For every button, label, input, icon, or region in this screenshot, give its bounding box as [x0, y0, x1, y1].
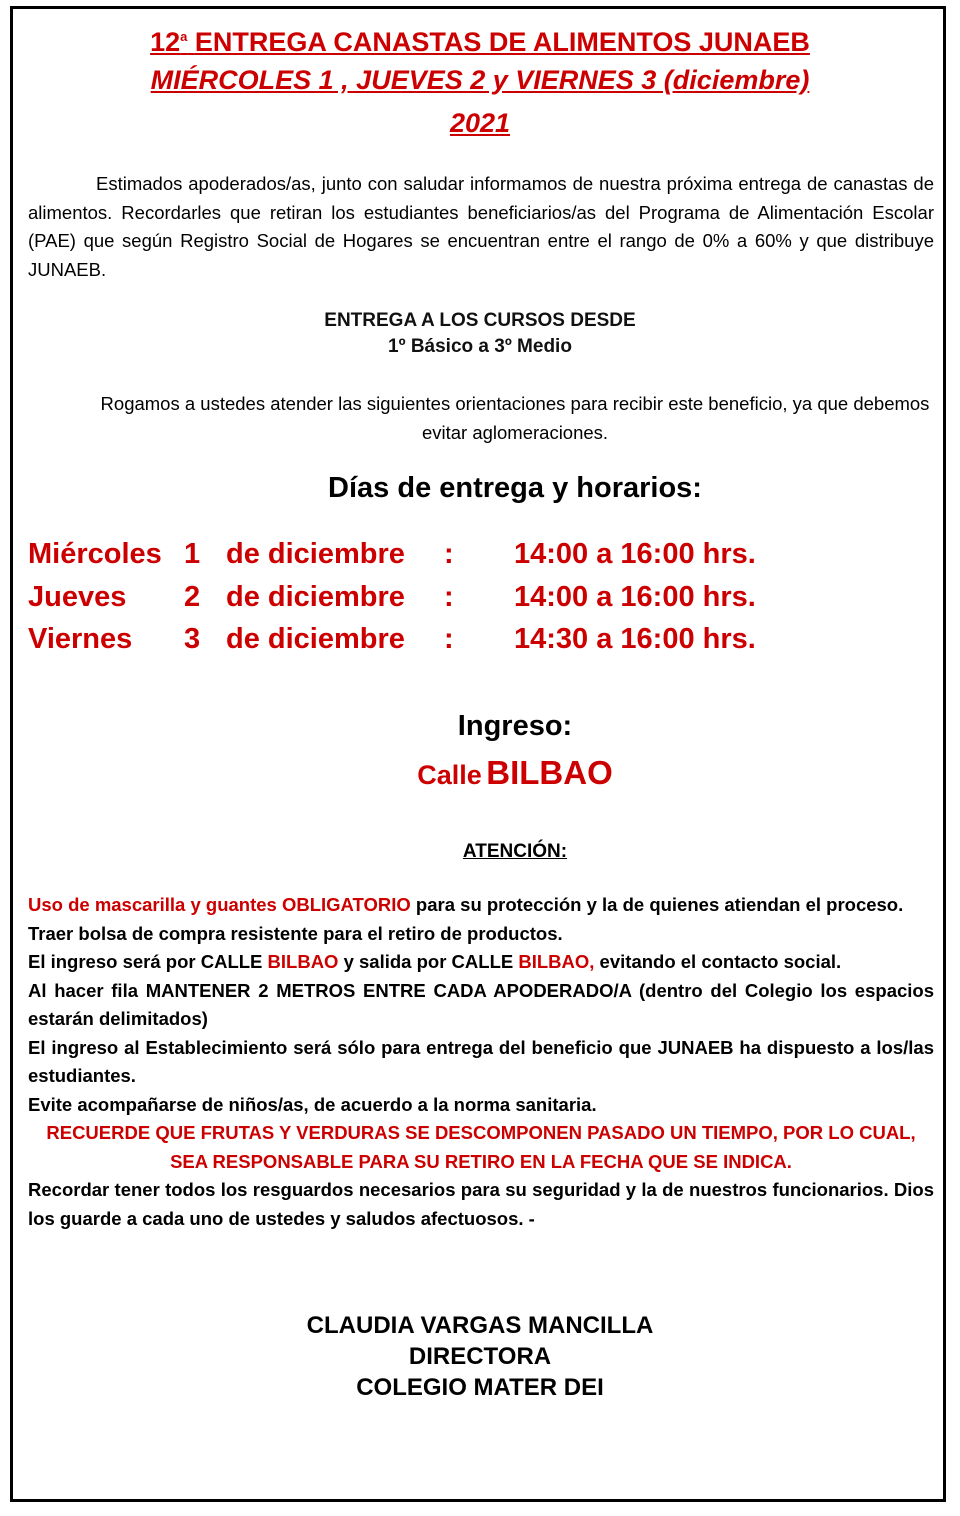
- signature-name: CLAUDIA VARGAS MANCILLA: [306, 1312, 654, 1339]
- attention-notes: [28, 891, 934, 1233]
- title-line-1: 12$^a$ ENTREGA CANASTAS DE ALIMENTOS JUNAEB: [150, 27, 810, 57]
- attention-title: ATENCIÓN:: [462, 841, 568, 862]
- note-queue: Al hacer fila MANTENER 2 METROS ENTRE CADA APODERADO/A (dentro del Colegio los espacios estarán delimitados): [28, 979, 934, 1029]
- note-fruit: RECUERDE QUE FRUTAS Y VERDURAS SE DESCOMPONEN PASADO UN TIEMPO, POR LO CUAL, SEA RESPONSABLE PARA SU RETIRO EN LA FECHA QUE SE INDICA.: [46, 1122, 916, 1172]
- note-bag: Traer bolsa de compra resistente para el retiro de productos.: [28, 922, 563, 944]
- entry-label: Ingreso:: [457, 710, 573, 742]
- title-year: 2021: [449, 108, 511, 138]
- signature-school: COLEGIO MATER DEI: [356, 1374, 604, 1401]
- signature-role: DIRECTORA: [408, 1343, 552, 1370]
- note-ingress: El ingreso será por CALLE BILBAO y salida por CALLE BILBAO, evitando el contacto social.: [28, 951, 842, 972]
- request-paragraph: Rogamos a ustedes atender las siguientes orientaciones para recibir este beneficio, ya que debemos evitar aglomeraciones.: [100, 393, 930, 443]
- entry-street: Calle BILBAO: [417, 754, 613, 791]
- note-mask: Uso de mascarilla y guantes OBLIGATORIO para su protección y la de quienes atiendan el proceso.: [28, 894, 904, 915]
- schedule-title: Días de entrega y horarios:: [328, 472, 702, 504]
- note-children: Evite acompañarse de niños/as, de acuerdo a la norma sanitaria.: [28, 1093, 597, 1115]
- courses-range: 1º Básico a 3º Medio: [388, 336, 572, 357]
- note-closing: Recordar tener todos los resguardos necesarios para su seguridad y la de nuestros funcionarios. Dios los guarde a cada uno de ustedes y saludos afectuosos. -: [28, 1179, 934, 1229]
- title-line-2: MIÉRCOLES 1 , JUEVES 2 y VIERNES 3 (diciembre): [150, 65, 810, 95]
- courses-title: ENTREGA A LOS CURSOS DESDE: [324, 310, 636, 331]
- note-only: El ingreso al Establecimiento será sólo para entrega del beneficio que JUNAEB ha dispuesto a los/las estudiantes.: [28, 1036, 934, 1086]
- intro-paragraph: Estimados apoderados/as, junto con saludar informamos de nuestra próxima entrega de canastas de alimentos. Recordarles que retiran los estudiantes beneficiarios/as del Programa de Alimentación Escolar (PAE) que según Registro Social de Hogares se encuentran entre el rango de 0% a 60% y que distribuye JUNAEB.: [28, 173, 934, 280]
